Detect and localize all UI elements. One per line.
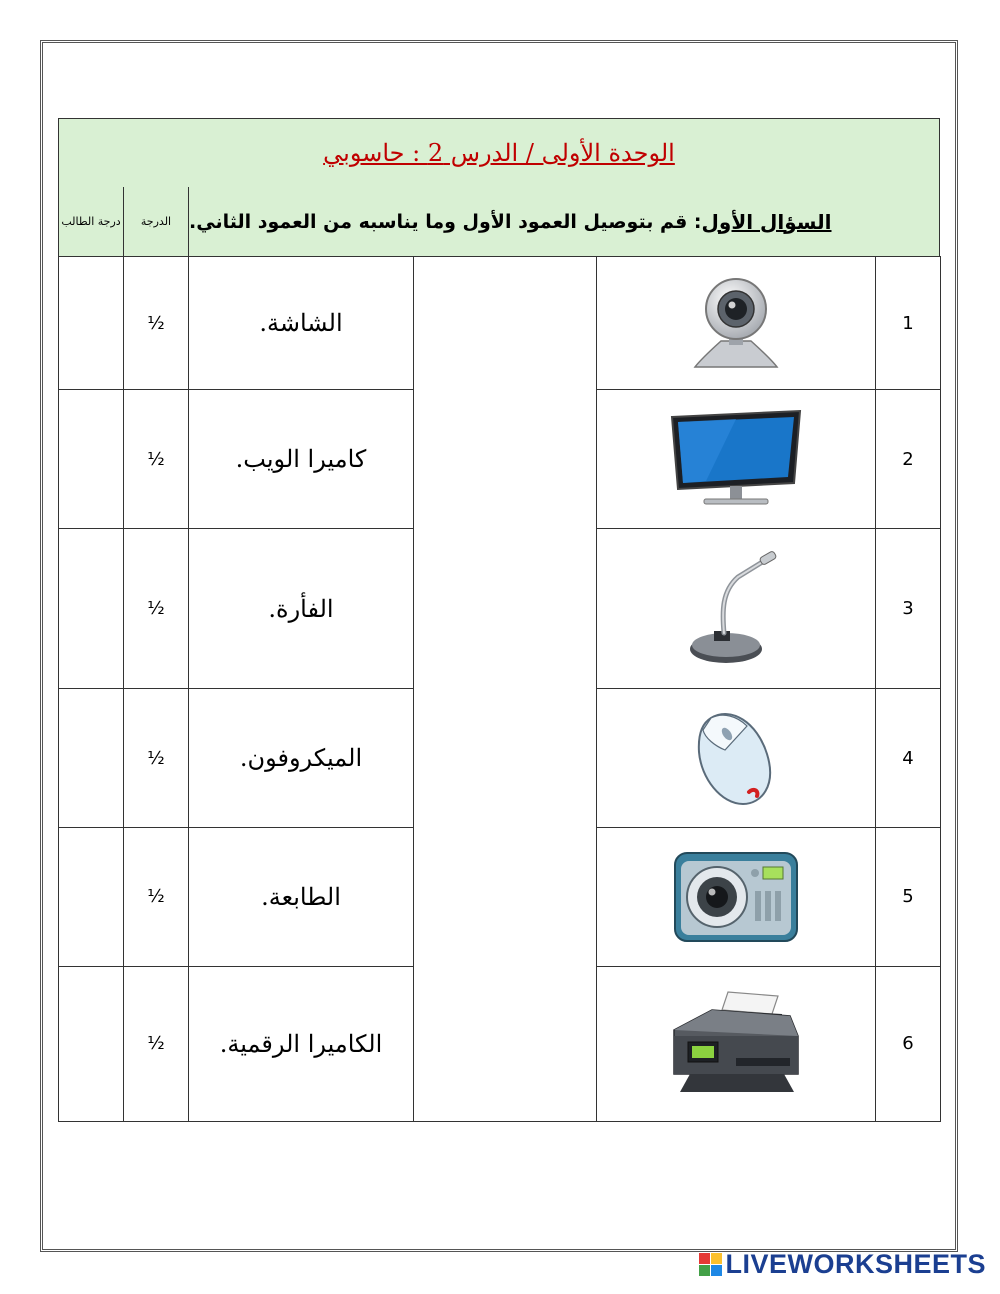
row-number: 2 (876, 390, 941, 529)
mouse-icon (691, 708, 781, 808)
student-grade-input[interactable] (59, 528, 124, 689)
item-label[interactable]: كاميرا الويب. (189, 390, 414, 529)
worksheet-title: الوحدة الأولى / الدرس 2 : حاسوبي (323, 139, 675, 167)
item-label[interactable]: الشاشة. (189, 257, 414, 390)
printer-icon (666, 988, 806, 1100)
row-number: 6 (876, 966, 941, 1121)
grade-value: ½ (124, 689, 189, 828)
item-label[interactable]: الفأرة. (189, 528, 414, 689)
digital-camera-icon (671, 847, 801, 947)
grade-value: ½ (124, 966, 189, 1121)
row-number: 4 (876, 689, 941, 828)
question-header (189, 187, 941, 256)
brand-name: LIVEWORKSHEETS (725, 1249, 986, 1279)
matching-table (58, 256, 941, 1122)
student-grade-input[interactable] (59, 689, 124, 828)
question-label: السؤال الأول (701, 209, 832, 234)
image-cell[interactable] (597, 257, 876, 390)
matching-area[interactable] (414, 257, 597, 1122)
student-grade-input[interactable] (59, 966, 124, 1121)
grade-value: ½ (124, 528, 189, 689)
webcam-icon (691, 275, 781, 371)
grade-value: ½ (124, 828, 189, 967)
item-label[interactable]: الميكروفون. (189, 689, 414, 828)
student-grade-input[interactable] (59, 257, 124, 390)
table-row (59, 257, 941, 390)
item-label[interactable]: الطابعة. (189, 828, 414, 967)
microphone-icon (686, 551, 786, 667)
row-number: 5 (876, 828, 941, 967)
row-number: 1 (876, 257, 941, 390)
image-cell[interactable] (597, 528, 876, 689)
grade-value: ½ (124, 390, 189, 529)
image-cell[interactable] (597, 966, 876, 1121)
student-grade-header: درجة الطالب (59, 187, 124, 256)
grade-value: ½ (124, 257, 189, 390)
title-row (58, 118, 940, 188)
student-grade-input[interactable] (59, 828, 124, 967)
student-grade-input[interactable] (59, 390, 124, 529)
item-label[interactable]: الكاميرا الرقمية. (189, 966, 414, 1121)
image-cell[interactable] (597, 689, 876, 828)
monitor-icon (666, 409, 806, 509)
row-number: 3 (876, 528, 941, 689)
grade-header: الدرجة (124, 187, 189, 256)
liveworksheets-logo (699, 1249, 986, 1280)
logo-squares-icon (699, 1253, 722, 1276)
image-cell[interactable] (597, 390, 876, 529)
image-cell[interactable] (597, 828, 876, 967)
header-row (58, 187, 940, 257)
question-text: : قم بتوصيل العمود الأول وما يناسبه من العمود الثاني. (189, 210, 702, 233)
